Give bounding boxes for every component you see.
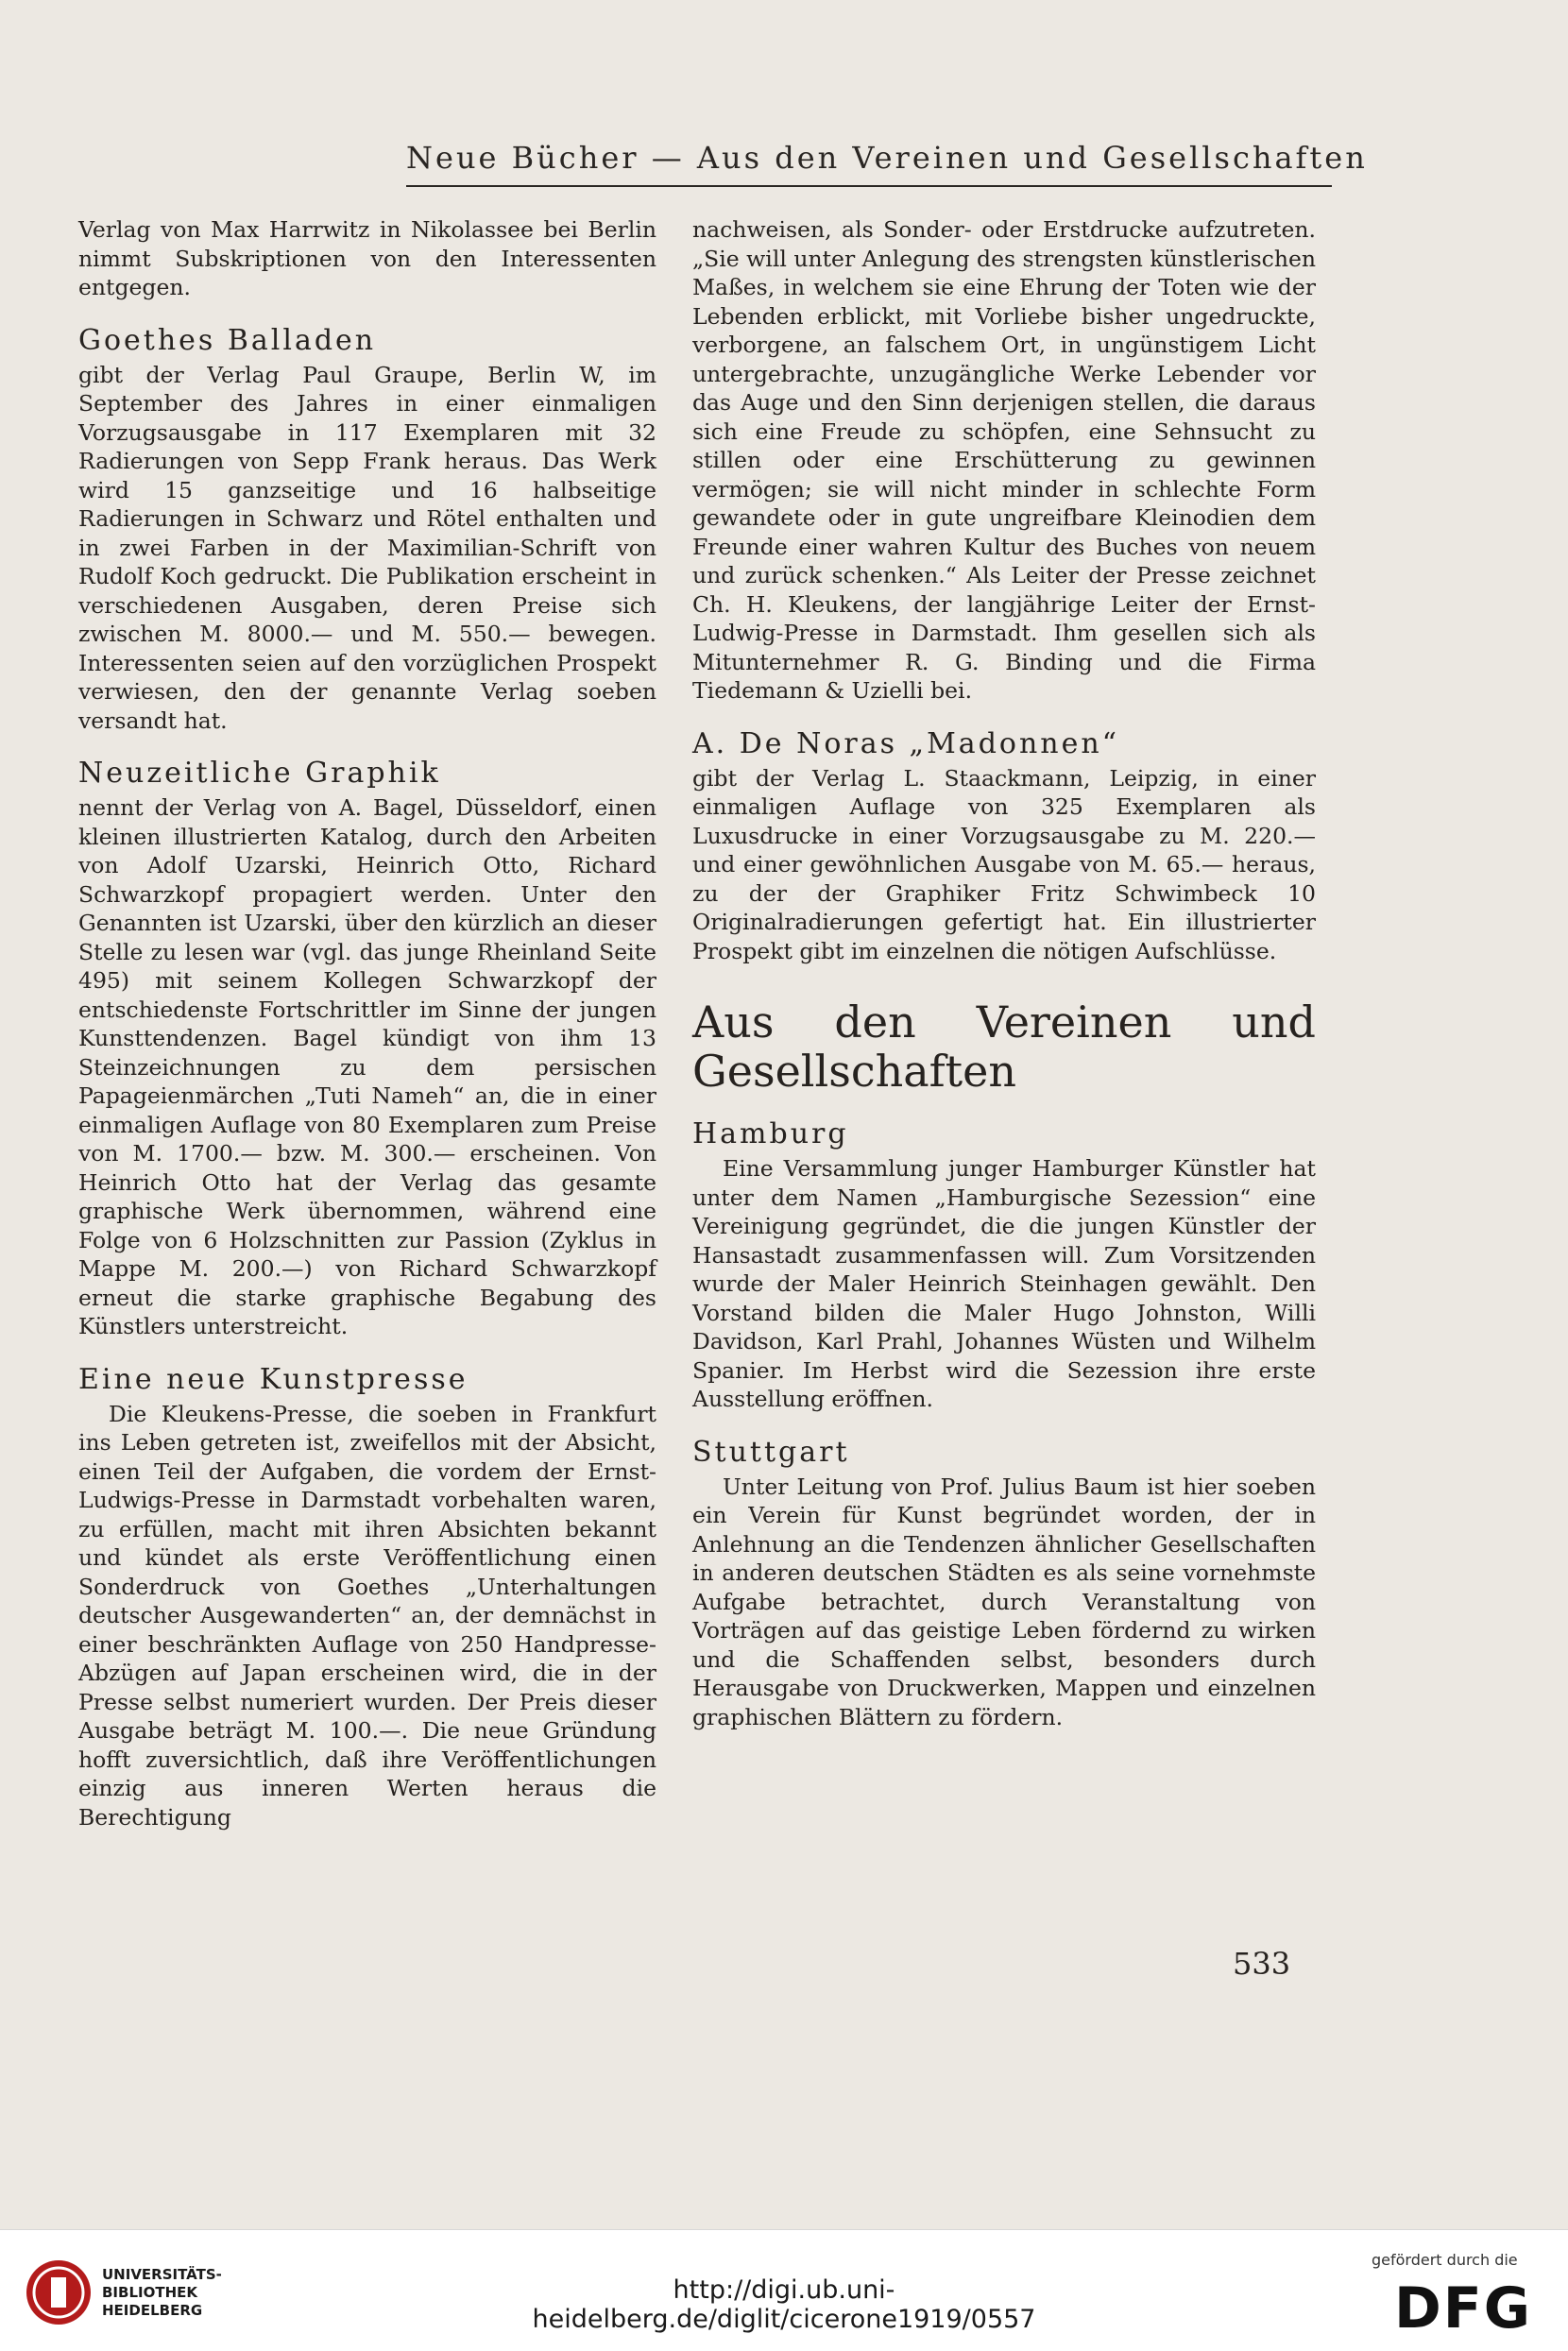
- heading-de-noras-madonnen: A. De Noras „Madonnen“: [692, 726, 1120, 760]
- paragraph-neuzeitliche-graphik: nennt der Verlag von A. Bagel, Düsseldorf, einen kleinen illustrierten Katalog, durch den Arbeiten von Adolf Uzarski, Heinrich Otto, Richard Schwarzkopf propagiert werden. Unter den Genannten ist Uzarski, über den kürzlich an dieser Stelle zu lesen war (vgl. das junge Rheinland Seite 495) mit seinem Kollegen Schwarzkopf der entschiedenste Fortschrittler im Sinne der jungen Kunsttendenzen. Bagel kündigt von ihm 13 Steinzeichnungen zu dem persischen Papageienmärchen „Tuti Nameh“ an, die in einer einmaligen Auflage von 80 Exemplaren zum Preise von M. 1700.— bzw. M. 300.— erscheinen. Von Heinrich Otto hat der Verlag das gesamte graphische Werk übernommen, während eine Folge von 6 Holzschnitten zur Passion (Zyklus in Mappe M. 200.—) von Richard Schwarzkopf erneut die starke graphische Begabung des Künstlers unterstreicht.: [78, 794, 656, 1339]
- university-seal-icon: [25, 2258, 93, 2326]
- paragraph-hamburg: Eine Versammlung junger Hamburger Künstler hat unter dem Namen „Hamburgische Sezession“ eine Vereinigung gegründet, die die jungen Künstler der Hansastadt zusammenfassen will. Zum Vorsitzenden wurde der Maler Heinrich Steinhagen gewählt. Den Vorstand bilden die Maler Hugo Johnston, Willi Davidson, Karl Prahl, Johannes Wüsten und Wilhelm Spanier. Im Herbst wird die Sezession ihre erste Ausstellung eröffnen.: [692, 1155, 1316, 1412]
- institution-name: UNIVERSITÄTS- BIBLIOTHEK HEIDELBERG: [102, 2266, 222, 2319]
- heading-neue-kunstpresse: Eine neue Kunstpresse: [78, 1362, 469, 1396]
- heading-neuzeitliche-graphik: Neuzeitliche Graphik: [78, 757, 441, 790]
- page-number: 533: [1233, 1946, 1291, 1982]
- header-rule: [406, 185, 1332, 187]
- section-heading-vereine: Aus den Vereinen und Gesellschaften: [692, 997, 1316, 1097]
- heading-goethes-balladen: Goethes Balladen: [78, 323, 377, 357]
- paragraph-neue-kunstpresse: Die Kleukens-Presse, die soeben in Frankfurt ins Leben getreten ist, zweifellos mit der Absicht, einen Teil der Aufgaben, die vordem der Ernst-Ludwigs-Presse in Darmstadt vorbehalten waren, zu erfüllen, macht mit ihren Absichten bekannt und kündet als erste Veröffentlichung einen Sonderdruck von Goethes „Unterhaltungen deutscher Ausgewanderten“ an, der demnächst in einer beschränkten Auflage von 250 Handpresse-Abzügen auf Japan erscheinen wird, die in der Presse selbst numeriert wurden. Der Preis dieser Ausgabe beträgt M. 100.—. Die neue Gründung hofft zuversichtlich, daß ihre Veröffentlichungen einzig aus inneren Werten heraus die Berechtigung: [78, 1400, 656, 1831]
- paragraph-goethes-balladen: gibt der Verlag Paul Graupe, Berlin W, im September des Jahres in einer einmaligen Vorzugsausgabe in 117 Exemplaren mit 32 Radierungen von Sepp Frank heraus. Das Werk wird 15 ganzseitige und 16 halbseitige Radierungen in Schwarz und Rötel enthalten und in zwei Farben in der Maximilian-Schrift von Rudolf Koch gedruckt. Die Publikation erscheint in verschiedenen Ausgaben, deren Preise sich zwischen M. 8000.— und M. 550.— bewegen. Interessenten seien auf den vorzüglichen Prospekt verwiesen, den der genannte Verlag soeben versandt hat.: [78, 361, 656, 734]
- dfg-logo: DFG: [1394, 2275, 1533, 2342]
- left-column: [78, 215, 656, 1831]
- right-column: [692, 215, 1316, 1731]
- paragraph-stuttgart: Unter Leitung von Prof. Julius Baum ist hier soeben ein Verein für Kunst begründet worden, der in Anlehnung an die Tendenzen ähnlicher Gesellschaften in anderen deutschen Städten es als seine vornehmste Aufgabe betrachtet, durch Veranstaltung von Vorträgen auf das geistige Leben fördernd zu wirken und die Schaffenden selbst, besonders durch Herausgabe von Druckwerken, Mappen und einzelnen graphischen Blättern zu fördern.: [692, 1473, 1316, 1730]
- footer-bar: [0, 2229, 1568, 2351]
- running-head: Neue Bücher — Aus den Vereinen und Gesellschaften: [406, 140, 1368, 176]
- permalink-url[interactable]: http://digi.ub.uni-heidelberg.de/diglit/cicerone1919/0557: [532, 2275, 1036, 2334]
- intro-paragraph: Verlag von Max Harrwitz in Nikolassee bei Berlin nimmt Subskriptionen von den Interessenten entgegen.: [78, 216, 656, 300]
- paragraph-de-noras-madonnen: gibt der Verlag L. Staackmann, Leipzig, in einer einmaligen Auflage von 325 Exemplaren als Luxusdrucke in einer Vorzugsausgabe zu M. 220.— und einer gewöhnlichen Ausgabe von M. 65.— heraus, zu der der Graphiker Fritz Schwimbeck 10 Originalradierungen gefertigt hat. Ein illustrierter Prospekt gibt im einzelnen die nötigen Aufschlüsse.: [692, 764, 1316, 964]
- heading-hamburg: Hamburg: [692, 1117, 849, 1150]
- paragraph-continuation: nachweisen, als Sonder- oder Erstdrucke aufzutreten. „Sie will unter Anlegung des strengsten künstlerischen Maßes, in welchem sie eine Ehrung der Toten wie der Lebenden erblickt, mit Vorliebe bisher ungedruckte, verborgene, an falschem Ort, in ungünstigem Licht untergebrachte, unzugängliche Werke Lebender vor das Auge und den Sinn derjenigen stellen, die daraus sich eine Freude zu schöpfen, eine Sehnsucht zu stillen oder eine Erschütterung zu gewinnen vermögen; sie will nicht minder in schlechte Form gewandete oder in gute ungreifbare Kleinodien dem Freunde einer wahren Kultur des Buches von neuem und zurück schenken.“ Als Leiter der Presse zeichnet Ch. H. Kleukens, der langjährige Leiter der Ernst-Ludwig-Presse in Darmstadt. Ihm gesellen sich als Mitunternehmer R. G. Binding und die Firma Tiedemann & Uzielli bei.: [692, 216, 1316, 704]
- heading-stuttgart: Stuttgart: [692, 1435, 850, 1469]
- funded-by-label: gefördert durch die: [1372, 2251, 1518, 2269]
